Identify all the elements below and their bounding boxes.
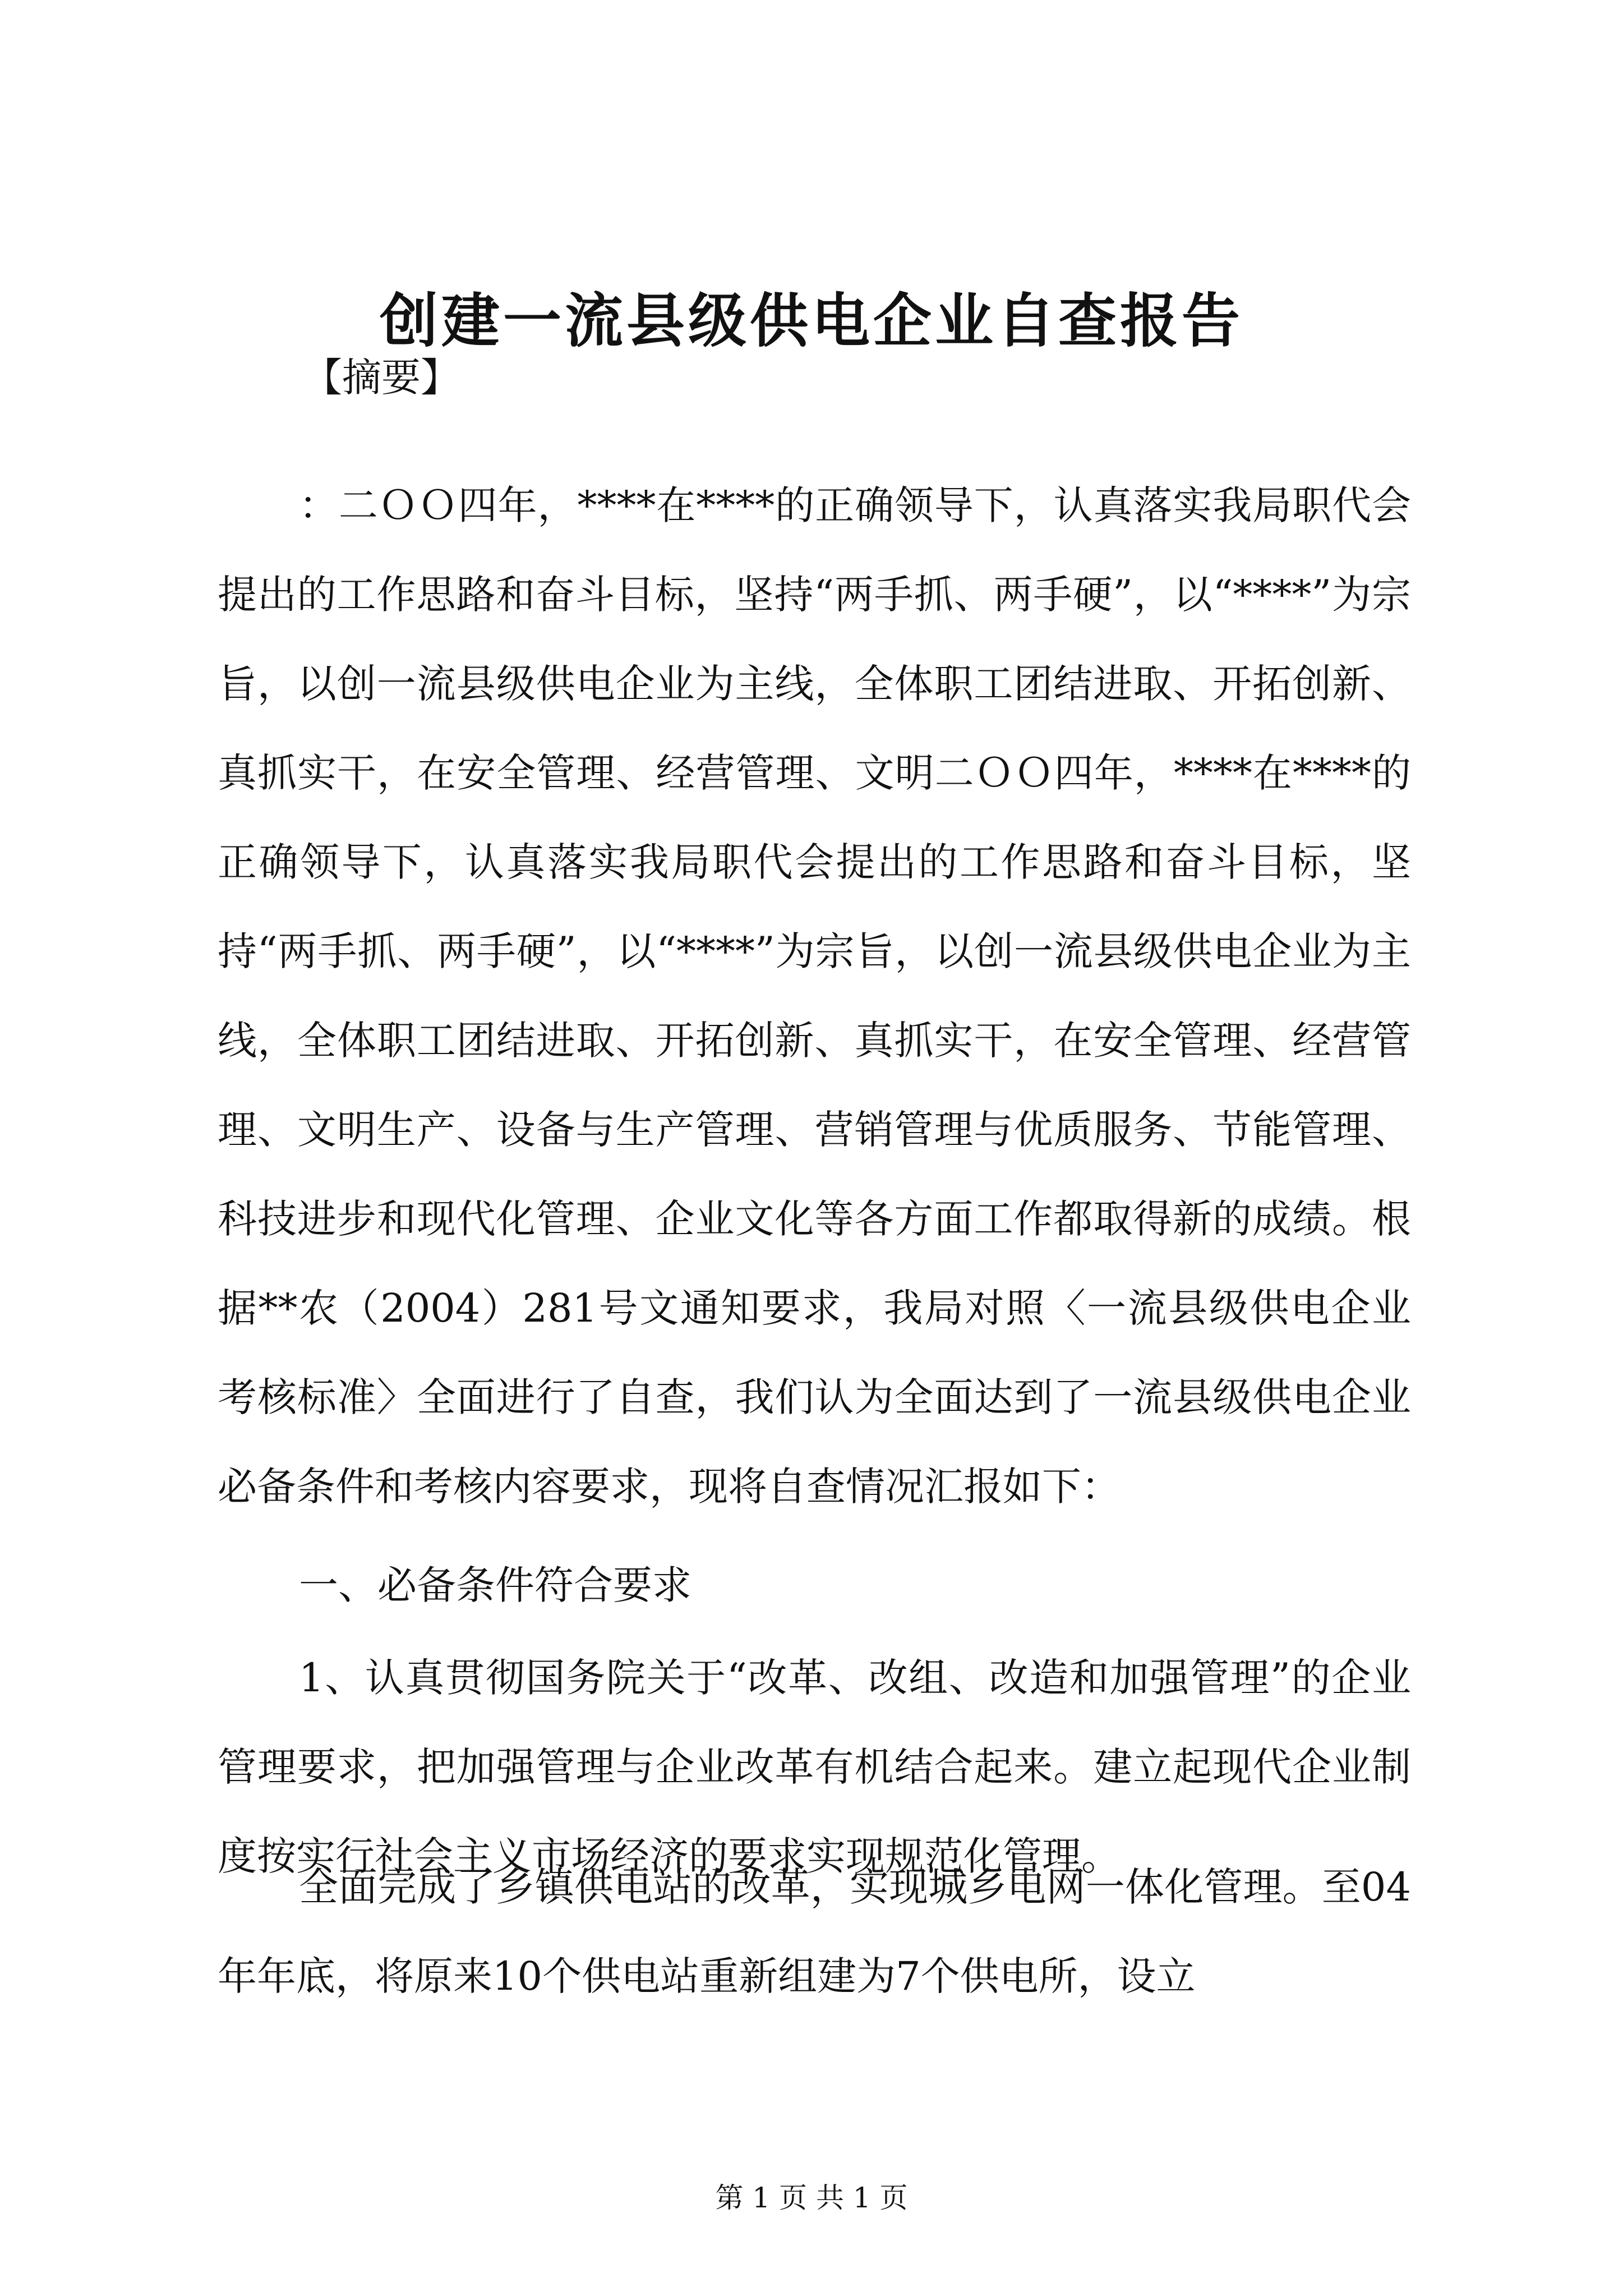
abstract-paragraph: ：二ＯＯ四年，****在****的正确领导下，认真落实我局职代会提出的工作思路和奋斗目标，坚持“两手抓、两手硬”，以“****”为宗旨，以创一流县级供电企业为主线，全体职工团结进取、开拓创新、真抓实干，在安全管理、经营管理、文明二ＯＯ四年，****在****的正确领导下，认真落实我局职代会提出的工作思路和奋斗目标，坚持“两手抓、两手硬”，以“****”为宗旨，以创一流县级供电企业为主线，全体职工团结进取、开拓创新、真抓实干，在安全管理、经营管理、文明生产、设备与生产管理、营销管理与优质服务、节能管理、科技进步和现代化管理、企业文化等各方面工作都取得新的成绩。根据**农（2004）281号文通知要求，我局对照〈一流县级供电企业考核标准〉全面进行了自查，我们认为全面达到了一流县级供电企业必备条件和考核内容要求，现将自查情况汇报如下： xyxy=(218,482,1411,1510)
section-heading-requirements: 一、必备条件符合要求 xyxy=(299,1562,691,1608)
paragraph-item-1: 1、认真贯彻国务院关于“改革、改组、改造和加强管理”的企业管理要求，把加强管理与企业改革有机结合起来。建立起现代企业制度按实行社会主义市场经济的要求实现规范化管理。 xyxy=(218,1655,1411,1879)
abstract-heading: 【摘要】 xyxy=(303,355,460,401)
page-footer: 第 1 页 共 1 页 xyxy=(715,2182,908,2214)
document-title: 创建一流县级供电企业自查报告 xyxy=(379,286,1243,355)
paragraph-reform: 全面完成了乡镇供电站的改革，实现城乡电网一体化管理。至04年年底，将原来10个供电站重新组建为7个供电所，设立 xyxy=(218,1864,1411,1999)
